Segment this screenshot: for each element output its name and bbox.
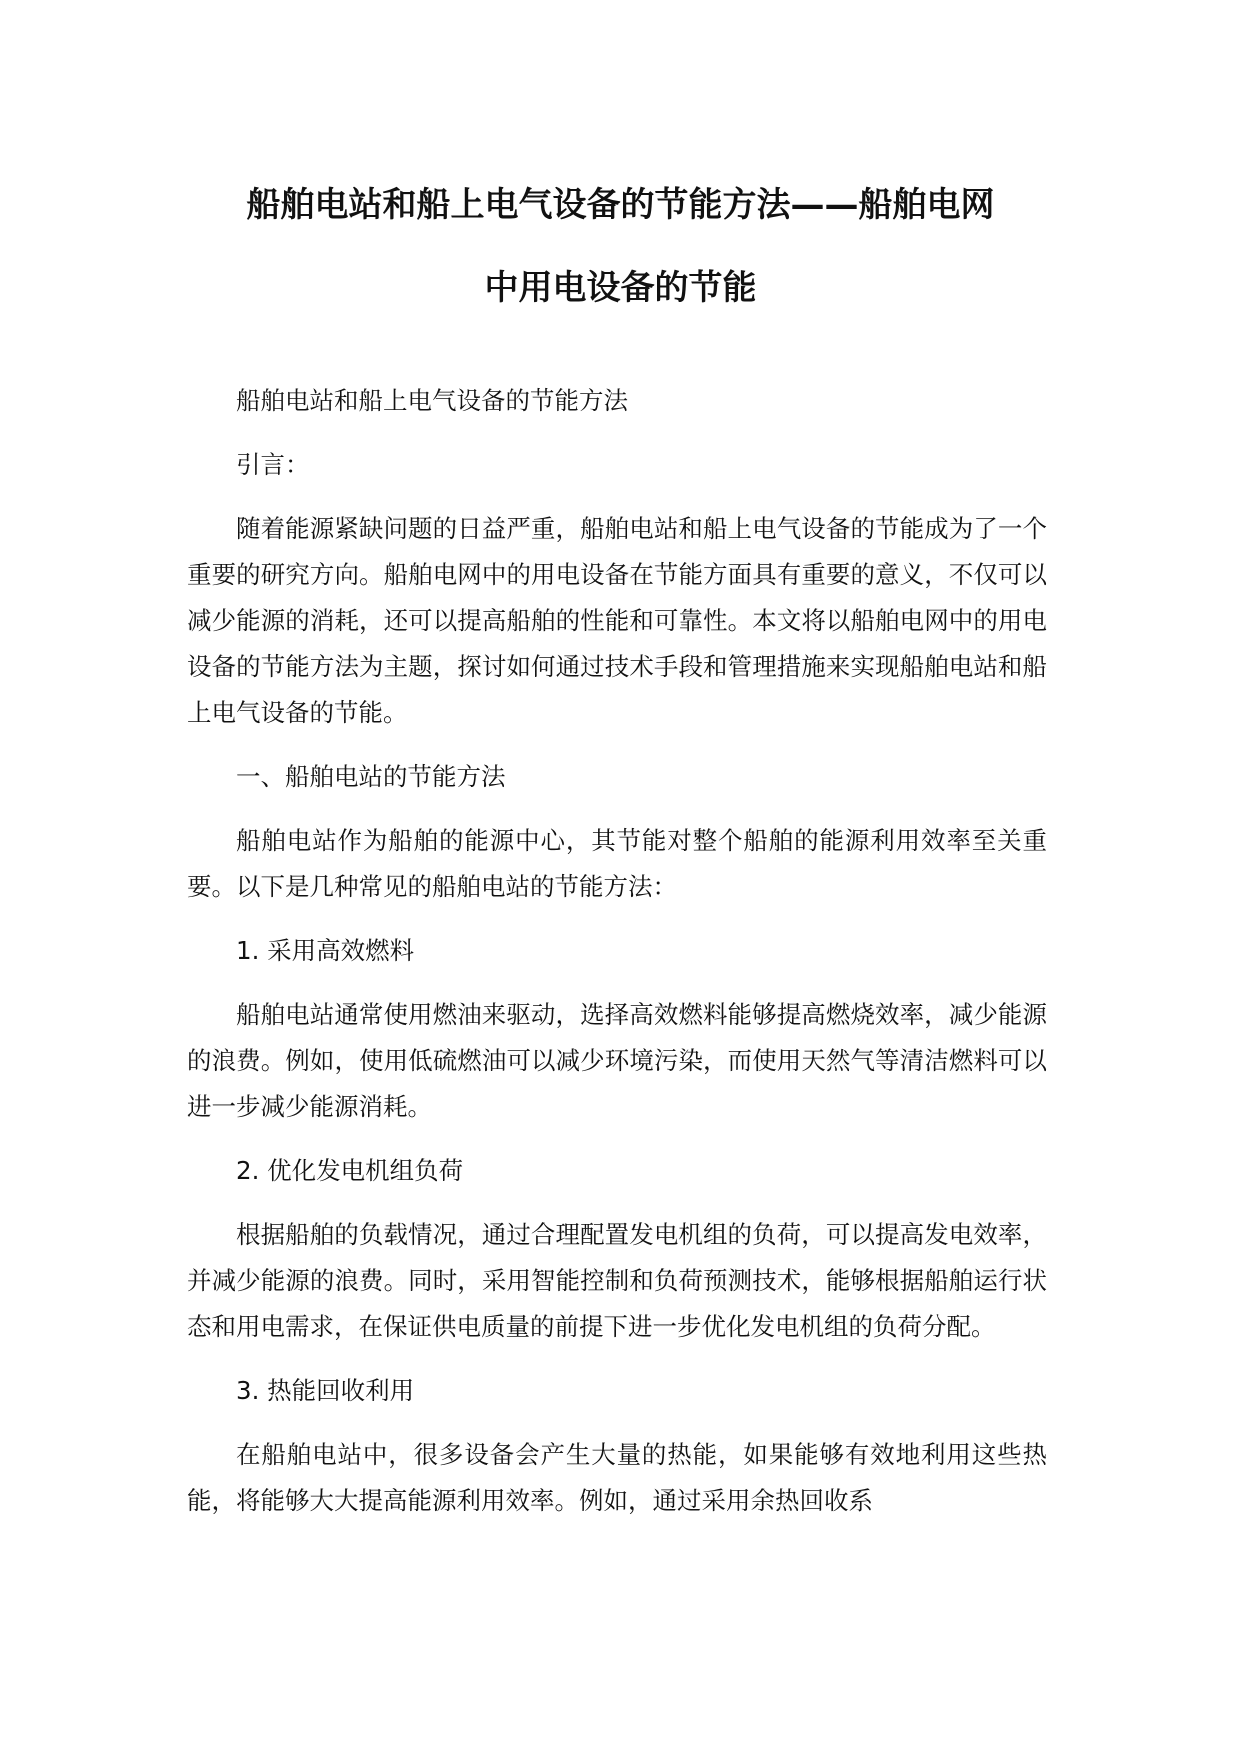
document-title-line-2: 中用电设备的节能	[484, 268, 757, 308]
section-paragraph-1: 船舶电站作为船舶的能源中心，其节能对整个船舶的能源利用效率至关重要。以下是几种常见的船舶电站的节能方法：	[187, 826, 1047, 901]
document-title-line-1: 船舶电站和船上电气设备的节能方法——船舶电网	[246, 185, 995, 225]
subheading-1: 1. 采用高效燃料	[236, 936, 415, 965]
intro-heading: 引言：	[236, 450, 310, 479]
subheading-3: 3. 热能回收利用	[236, 1376, 415, 1405]
section-heading-1: 一、船舶电站的节能方法	[236, 762, 506, 791]
subparagraph-3: 在船舶电站中，很多设备会产生大量的热能，如果能够有效地利用这些热能，将能够大大提高能源利用效率。例如，通过采用余热回收系	[187, 1440, 1047, 1515]
intro-paragraph: 随着能源紧缺问题的日益严重，船舶电站和船上电气设备的节能成为了一个重要的研究方向。船舶电网中的用电设备在节能方面具有重要的意义，不仅可以减少能源的消耗，还可以提高船舶的性能和可靠性。本文将以船舶电网中的用电设备的节能方法为主题，探讨如何通过技术手段和管理措施来实现船舶电站和船上电气设备的节能。	[187, 514, 1047, 727]
subparagraph-1: 船舶电站通常使用燃油来驱动，选择高效燃料能够提高燃烧效率，减少能源的浪费。例如，使用低硫燃油可以减少环境污染，而使用天然气等清洁燃料可以进一步减少能源消耗。	[187, 1000, 1047, 1121]
document-body	[187, 378, 1047, 1542]
subparagraph-2: 根据船舶的负载情况，通过合理配置发电机组的负荷，可以提高发电效率，并减少能源的浪费。同时，采用智能控制和负荷预测技术，能够根据船舶运行状态和用电需求，在保证供电质量的前提下进一步优化发电机组的负荷分配。	[187, 1220, 1047, 1341]
body-subtitle: 船舶电站和船上电气设备的节能方法	[236, 386, 628, 415]
subheading-2: 2. 优化发电机组负荷	[236, 1156, 464, 1185]
